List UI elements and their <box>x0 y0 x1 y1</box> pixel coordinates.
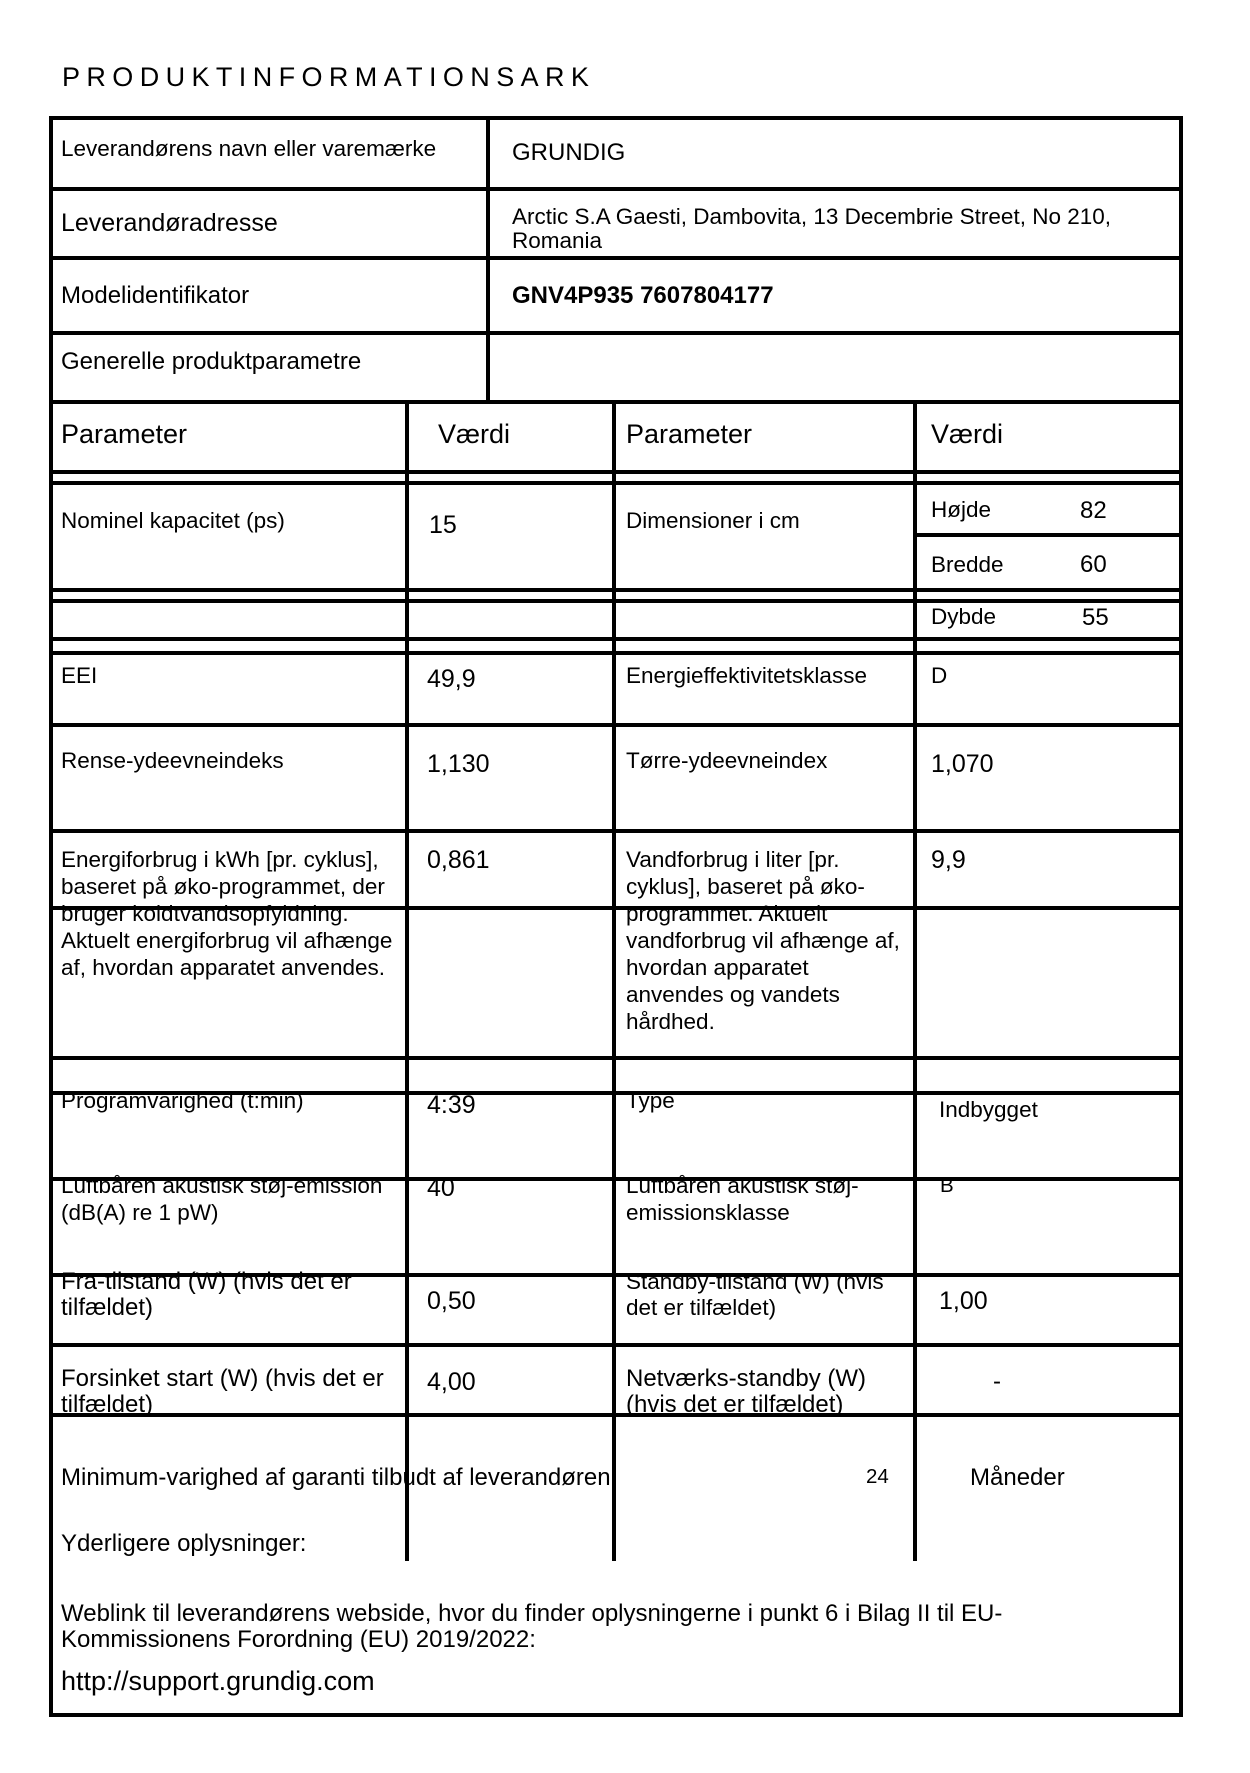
model-identifier-label: Modelidentifikator <box>61 282 250 309</box>
table-rule <box>1179 116 1183 1717</box>
column-header-value-left: Værdi <box>438 419 511 449</box>
type-label: Type <box>626 1088 675 1113</box>
supplier-name-label: Leverandørens navn eller varemærke <box>61 136 437 161</box>
model-identifier-value: GNV4P935 7607804177 <box>512 282 774 309</box>
standby-mode-label: Standby-tilstand (W) (hvis det er tilfældet) <box>626 1269 884 1320</box>
noise-emission-value: 40 <box>427 1174 455 1202</box>
eei-value: 49,9 <box>427 665 476 693</box>
noise-class-label: Luftbåren akustisk støj-emissionsklasse <box>626 1173 859 1225</box>
off-mode-value: 0,50 <box>427 1287 476 1315</box>
width-label: Bredde <box>931 552 1004 577</box>
table-rule <box>916 533 1183 537</box>
eei-label: EEI <box>61 663 98 688</box>
table-rule <box>405 404 409 1561</box>
table-rule <box>49 481 1183 485</box>
table-rule <box>49 256 1183 260</box>
standby-mode-value: 1,00 <box>939 1287 988 1315</box>
cleaning-index-value: 1,130 <box>427 750 490 778</box>
capacity-label: Nominel kapacitet (ps) <box>61 508 285 533</box>
table-rule <box>49 187 1183 191</box>
table-rule <box>49 1343 1183 1347</box>
energy-consumption-value: 0,861 <box>427 846 490 874</box>
table-rule <box>913 404 917 1561</box>
capacity-value: 15 <box>429 511 457 539</box>
column-header-parameter-right: Parameter <box>626 419 753 449</box>
table-rule <box>49 331 1183 335</box>
cleaning-index-label: Rense-ydeevneindeks <box>61 748 284 773</box>
column-header-value-right: Værdi <box>931 419 1004 449</box>
off-mode-label: Fra-tilstand (W) (hvis det er tilfældet) <box>61 1268 352 1322</box>
height-label: Højde <box>931 497 992 522</box>
noise-emission-label: Luftbåren akustisk støj-emission (dB(A) re 1 pW) <box>61 1173 383 1225</box>
table-rule <box>49 599 1183 603</box>
width-value: 60 <box>1080 551 1107 578</box>
energy-class-label: Energieffektivitetsklasse <box>626 663 867 688</box>
program-duration-value: 4:39 <box>427 1091 476 1119</box>
table-rule <box>916 588 1183 592</box>
depth-label: Dybde <box>931 604 997 629</box>
table-rule <box>612 404 616 1561</box>
table-rule <box>49 1056 1183 1060</box>
depth-value: 55 <box>1082 604 1109 631</box>
table-rule <box>49 637 1183 641</box>
program-duration-label: Programvarighed (t:min) <box>61 1088 304 1113</box>
noise-class-value: B <box>940 1174 954 1197</box>
table-rule <box>49 470 1183 474</box>
weblink-url[interactable]: http://support.grundig.com <box>61 1666 375 1696</box>
supplier-name-value: GRUNDIG <box>512 139 626 166</box>
general-parameters-label: Generelle produktparametre <box>61 348 362 375</box>
water-consumption-value: 9,9 <box>931 846 966 874</box>
dimensions-label: Dimensioner i cm <box>626 508 800 533</box>
table-rule <box>49 400 1183 404</box>
table-rule <box>486 116 490 404</box>
supplier-address-value: Arctic S.A Gaesti, Dambovita, 13 Decembrie Street, No 210, Romania <box>512 204 1112 253</box>
delay-start-label: Forsinket start (W) (hvis det er tilfældet) <box>61 1365 384 1419</box>
warranty-unit: Måneder <box>970 1464 1065 1491</box>
supplier-address-label: Leverandøradresse <box>61 209 278 237</box>
column-header-parameter-left: Parameter <box>61 419 188 449</box>
type-value: Indbygget <box>939 1097 1038 1122</box>
warranty-value: 24 <box>866 1465 889 1488</box>
energy-class-value: D <box>931 663 948 688</box>
table-rule <box>49 116 53 1717</box>
drying-index-label: Tørre-ydeevneindex <box>626 748 828 773</box>
drying-index-value: 1,070 <box>931 750 994 778</box>
network-standby-label: Netværks-standby (W) (hvis det er tilfældet) <box>626 1365 867 1419</box>
table-rule <box>49 1713 1183 1717</box>
delay-start-value: 4,00 <box>427 1368 476 1396</box>
page-title: PRODUKTINFORMATIONSARK <box>62 62 596 92</box>
network-standby-value: - <box>993 1368 1001 1395</box>
table-rule <box>49 116 1183 120</box>
water-consumption-label: Vandforbrug i liter [pr. cyklus], baseret på øko-programmet. Aktuelt vandforbrug vil afhænge af, hvordan apparatet anvendes og vandets hårdhed. <box>626 847 900 1034</box>
warranty-label: Minimum-varighed af garanti tilbudt af leverandøren: <box>61 1464 618 1491</box>
energy-consumption-label: Energiforbrug i kWh [pr. cyklus], baseret på øko-programmet, der bruger koldtvandsopfyldning. Aktuelt energiforbrug vil afhænge af, hvordan apparatet anvendes. <box>61 847 393 980</box>
height-value: 82 <box>1080 497 1107 524</box>
table-rule <box>49 723 1183 727</box>
table-rule <box>49 829 1183 833</box>
product-information-sheet <box>49 116 1183 1717</box>
additional-info-label: Yderligere oplysninger: <box>61 1530 307 1557</box>
table-rule <box>49 651 1183 655</box>
weblink-text: Weblink til leverandørens webside, hvor du finder oplysningerne i punkt 6 i Bilag II til EU-Kommissionens Forordning (EU) 2019/2022: <box>61 1600 1003 1654</box>
